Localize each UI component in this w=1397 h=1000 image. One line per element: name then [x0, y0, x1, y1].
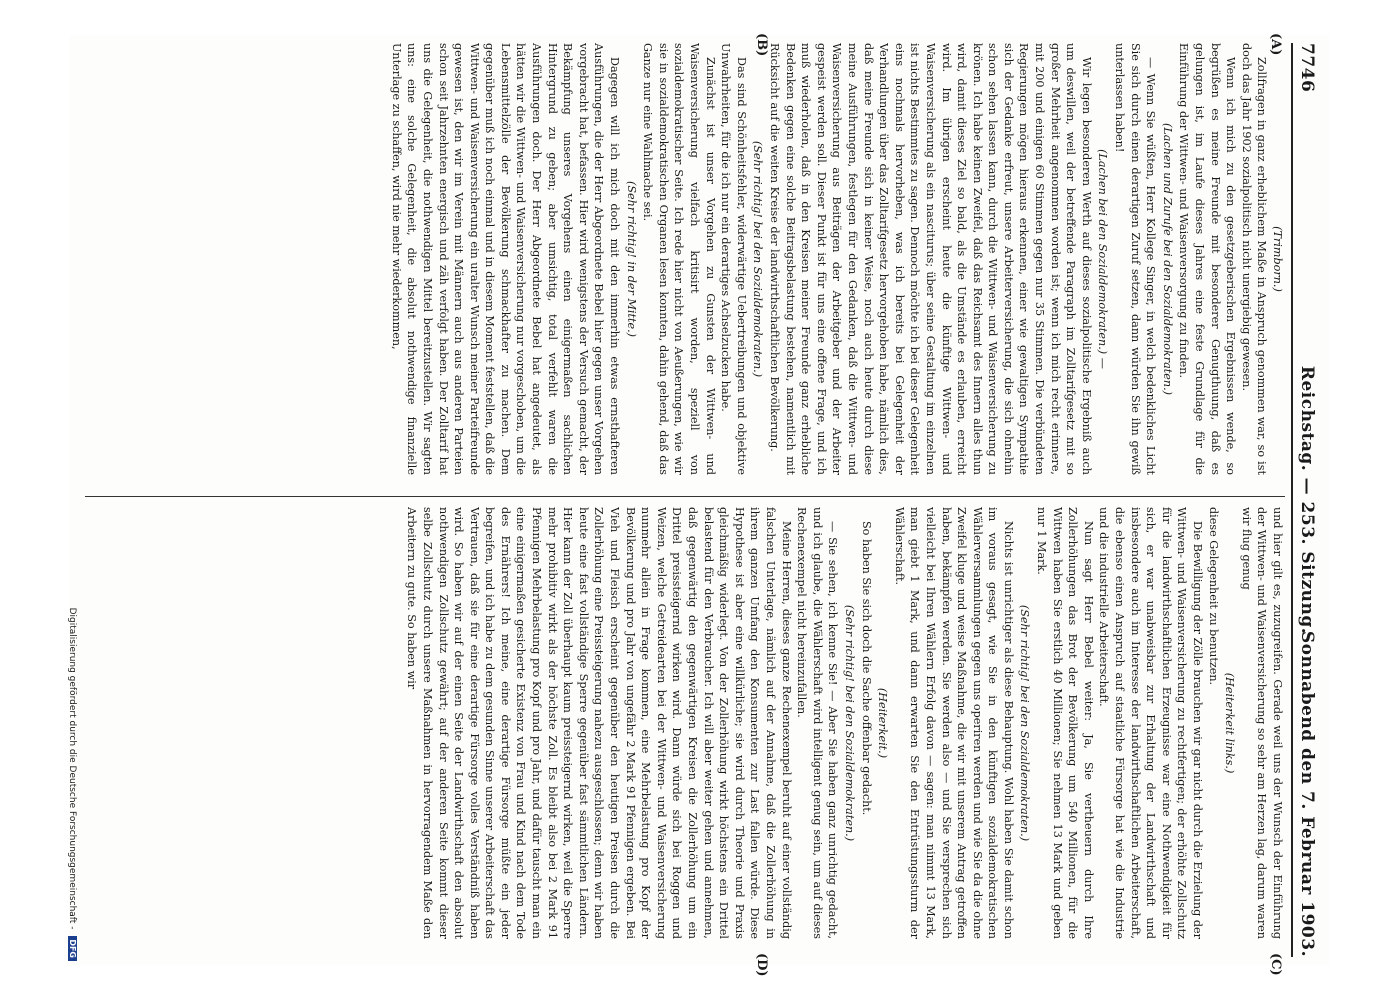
interjection: (Heiterkeit links.): [1222, 672, 1236, 774]
paragraph: und hier gilt es, zuzugreifen. Gerade weil uns der Wunsch der Einführung der Wittwen- und Waisenversicherung so sehr am Herzen lag, darum waren wir flug genug: [1239, 507, 1284, 939]
interjection: (Sehr richtig! bei den Sozialdemokraten.): [1018, 604, 1031, 842]
paragraph: Wenn ich mich zu den gesetzgeberischen Ergebnissen wende, so begrüßen es meine Freunde mit besonderer Genugthuung, daß es gelungen ist, im Laufe dieses Jahres eine feste Grundlage für die Einführung der Wittwen- und Waisenversorgung zu finden.: [1176, 43, 1237, 475]
dfg-logo: DFG: [68, 936, 77, 961]
credit-text: Digitalisierung gefördert durch die Deutsche Forschungsgemeinschaft -: [66, 607, 77, 930]
interjection: (Lachen und Zurufe bei den Sozialdemokraten.): [1160, 122, 1174, 396]
interjection: (Sehr richtig! bei den Sozialdemokraten.): [842, 604, 856, 842]
session-date: Sonnabend den 7. Februar 1903.: [1296, 630, 1317, 957]
paragraph: — Wenn Sie wüßten, Herr Kollege Singer, in welch bedenkliches Licht Sie sich durch einen derartigen Zuruf setzen, dann würden Sie ihn gewiß unterlassen haben!: [1112, 43, 1157, 475]
rotated-document-page: [66, 33, 1329, 977]
paragraph: Das sind Schönheitsfehler, widerwärtige Uebertreibungen und objektive Unwahrheiten, für die ich nur ein derartiges Achselzucken habe.: [718, 43, 748, 475]
paragraph: Die Bewilligung der Zölle brauchen wir gar nicht durch die Erzielung der Wittwen- und Waisenversicherung zu rechtfertigen; der erhöhte Zollschutz für die landwirthschaftlichen Erzeugnisse war eine Nothwendigkeit für sich, er war unabweisbar zur Erhaltung der Landwirthschaft und insbesondere auch im Interesse der landwirthschaftlichen Arbeiterschaft, die ebenso einen Anspruch auf staatliche Fürsorge hat wie die Industrie und die industrielle Arbeiterschaft.: [1096, 507, 1204, 939]
interjection: (Sehr richtig! bei den Sozialdemokraten.): [750, 140, 764, 378]
interjection: (Sehr richtig! in der Mitte.): [624, 180, 638, 338]
margin-marker-c: (C): [1267, 953, 1283, 976]
paragraph: Dagegen will ich mich doch mit den immerhin etwas ernsthafteren Ausführungen, die der Herr Abgeordnete Bebel hier gegen unser Vorgehen vorgebracht hat, befassen. Hier wird wenigstens der Versuch gemacht, der Bekämpfung unseres Vorgehens einen einigermaßen sachlichen Hintergrund zu geben; aber umsichtig, total verfehlt waren die Ausführungen doch. Der Herr Abgeordnete Bebel hat angedeutet, als hätten wir die Wittwen- und Waisenversicherung nur vorgeschoben, um die Lebensmittelzölle der Bevölkerung schmackhafter zu machen. Dem gegenüber muß ich noch einmal und in diesem Moment feststellen, daß die Wittwen- und Waisenversicherung ein uralter Wunsch meiner Parteifreunde gewesen ist, den wir im Verein mit Männern auch aus anderen Parteien schon seit Jahrzehnten energisch und zäh verfolgt haben. Der Zolltarif hat uns die Gelegenheit, die nothwendigen Mittel bereitzustellen. Wir sagten uns: eine solche Gelegenheit, die absolut nothwendige finanzielle Unterlage zu schaffen, wird nie mehr wiederkommen,: [389, 43, 621, 475]
page-title: Reichstag. — 253. Sitzung.: [1296, 365, 1317, 635]
paragraph: Wir legen besonderen Werth auf dieses sozialpolitische Ergebniß auch um deswillen, weil der betreffende Paragraph im Zolltarifgesetz mit so großer Mehrheit angenommen worden ist; wenn ich mich recht erinnere, mit 200 und einigen 60 Stimmen gegen nur 35 Stimmen. Die verbündeten Regierungen mögen hieraus erkennen, einer wie gewaltigen Sympathie sich der Gedanke erfreut, unsere Arbeiterversicherung, die sich ohnehin schon sehen lassen kann, durch die Wittwen- und Waisenversicherung zu krönen. Ich habe keinen Zweifel, daß das Reichsamt des Innern alles thun wird, damit dieses Ziel so bald, als die Umstände es erlauben, erreicht wird. Im übrigen erscheint heute die künftige Wittwen- und Waisenversicherung als ein nasciturus; über seine Gestaltung im einzelnen ist nichts Bestimmtes zu sagen. Dennoch möchte ich bei dieser Gelegenheit eins nochmals hervorheben, was ich bereits bei Gelegenheit der Verhandlungen über das Zolltarifgesetz hervorgehoben habe, nämlich dies, daß meine Freunde sich in keiner Weise, noch auch heute durch diese meine Ausführungen, festlegen für den Gedanken, daß die Wittwen- und Waisenversicherung aus Beiträgen der Arbeitgeber und der Arbeiter gespeist werden soll. Dieser Punkt ist für uns eine offene Frage, und ich muß wiederholen, daß in den Kreisen meiner Freunde ganz erhebliche Bedenken gegen eine solche Beitragsbelastung bestehen, namentlich mit Rücksicht auf die weiten Kreise der landwirthschaftlichen Bevölkerung.: [767, 43, 1093, 475]
page-header: [1291, 43, 1319, 957]
margin-marker-b: (B): [753, 33, 769, 57]
margin-marker-a: (A): [1267, 33, 1283, 56]
paragraph: — Sie sehen, ich kenne Sie! — Aber Sie haben ganz unrichtig gedacht, und ich glaube, die Wählerschaft wird intelligent genug sein, um auf dieses Rechenexempel nicht hereinzufallen.: [794, 507, 839, 939]
paragraph: diese Gelegenheit zu benutzen.: [1206, 507, 1220, 686]
column-divider: [85, 496, 1285, 497]
paragraph: Meine Herren, dieses ganze Rechenexempel beruht auf einer vollständig falschen Unterlage, nämlich auf der Annahme, daß die Zollerhöhung in ihrem ganzen Umfang den Konsumenten zur Last fallen würde. Diese Hypothese ist aber eine willkürliche; sie wird durch Theorie und Praxis gleichmäßig widerlegt. Von der Zollerhöhung wirkt höchstens ein Drittel belastend für den Verbraucher. Ich will aber weiter gehen und annehmen, daß gegenwärtig den gegenwärtigen Kreisen die Zollerhöhung um ein Drittel preissteigernd wirken wird. Dann würde sich bei Roggen und Weizen, welche Getreidearten bei der Wittwen- und Waisenversicherung nunmehr allein in Frage kommen, eine Mehrbelastung pro Kopf der Bevölkerung und pro Jahr von ungefähr 2 Mark 91 Pfennigen ergeben. Bei Vieh und Fleisch erscheint gegenüber den heutigen Preisen durch die Zollerhöhung eine Preissteigerung nahezu ausgeschlossen; denn wir haben heute eine fast vollständige Sperre gegenüber fast sämmtlichen Ländern. Hier kann der Zoll überhaupt kaum preissteigernd wirken, weil die Sperre mehr prohibitiv wirkt als der höchste Zoll. Es bleibt also bei 2 Mark 91 Pfennigen Mehrbelastung pro Kopf und pro Jahr, und dafür tauscht man ein eine einigermaßen gesicherte Existenz von Frau und Kind nach dem Tode des Ernährers! Ich meine, eine derartige Fürsorge müßte ein jeder begreifen, und ich habe zu dem gesunden Sinne unserer Arbeiterschaft das Vertrauen, daß sie für eine derartige Fürsorge volles Verständniß haben wird. So haben wir auf der einen Seite der Landwirthschaft den absolut nothwendigen Zollschutz gewährt; auf der anderen Seite kommt dieser selbe Zollschutz durch unsere Maßnahmen in hervorragendem Maße den Arbeitern zu gute. So haben wir: [404, 507, 793, 939]
paragraph: Nun sagt Herr Bebel weiter: Ja, Sie vertheuern durch Ihre Zollerhöhungen das Brot der Bevölkerung um 540 Millionen, für die Wittwen haben Sie erstlich 40 Millionen; Sie nehmen 13 Mark und geben nur 1 Mark.: [1034, 507, 1095, 939]
paragraph: Zollfragen in ganz erheblichem Maße in Anspruch genommen war, so ist doch das Jahr 1902 sozialpolitisch nicht unergiebig gewesen.: [1239, 43, 1268, 475]
left-column: [85, 43, 1285, 475]
interjection: (Lachen bei den Sozialdemokraten.) —: [1095, 149, 1109, 369]
speaker-name: (Trimborn.): [1270, 226, 1284, 292]
paragraph: Zunächst ist unser Vorgehen zu Gunsten der Wittwen- und Waisenversicherung vielfach kritisirt worden, speziell von sozialdemokratischer Seite. Ich rede hier nicht von Aeußerungen, wie wir sie in sozialdemokratischen Organen lesen konnten, dahin gehend, daß das Ganze nur eine Wahlmache sei.: [640, 43, 717, 475]
digitization-credit: [67, 35, 77, 965]
page-number: 7746: [1296, 43, 1317, 93]
right-column: [85, 507, 1285, 939]
paragraph: So haben Sie sich doch die Sache offenbar gedacht.: [859, 521, 873, 816]
margin-marker-d: (D): [753, 953, 769, 977]
interjection: (Heiterkeit.): [875, 687, 889, 759]
paragraph: Nichts ist unrichtiger als diese Behauptung. Wohl haben Sie damit schon im voraus gesagt, wie Sie in den künftigen sozialdemokratischen Wählerversammlungen gegen uns operiren werden und wie Sie da die ohne Zweifel kluge und weise Maßnahme, die wir mit unserem Antrag getroffen haben, bekämpfen werden. Sie werden also — und Sie versprechen sich vielleicht bei Ihren Wählern Erfolg davon — sagen: man nimmt 13 Mark, man giebt 1 Mark, und dann erwarten Sie den Entrüstungssturm der Wählerschaft.: [892, 507, 1015, 939]
